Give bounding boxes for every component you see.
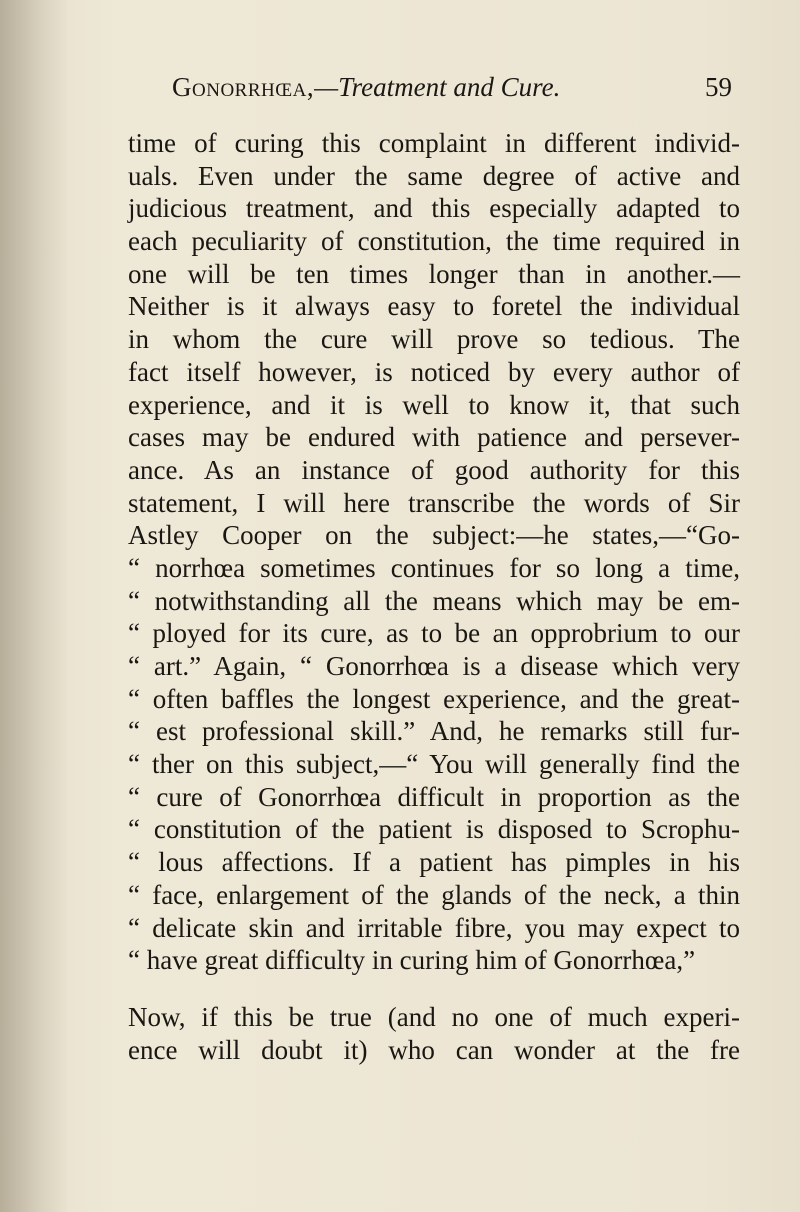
- text-line: ance. As an instance of good authority for this: [128, 454, 740, 485]
- text-line: Astley Cooper on the subject:—he states,—“Go-: [128, 520, 740, 551]
- running-title-section: —Treatment and Cure.: [314, 72, 561, 102]
- text-line: “ often baffles the longest experience, and the great-: [128, 683, 740, 714]
- text-line: in whom the cure will prove so tedious. The: [128, 324, 740, 355]
- text-line: uals. Even under the same degree of active and: [128, 160, 740, 191]
- text-line: “ notwithstanding all the means which may be em-: [128, 585, 740, 616]
- text-line: “ ployed for its cure, as to be an opprobrium to our: [128, 618, 740, 649]
- text-line: “ face, enlargement of the glands of the neck, a thin: [128, 879, 740, 910]
- text-line: “ lous affections. If a patient has pimples in his: [128, 847, 740, 878]
- text-line: “ est professional skill.” And, he remarks still fur-: [128, 716, 740, 747]
- text-line: “ ther on this subject,—“ You will generally find the: [128, 749, 740, 780]
- text-line: each peculiarity of constitution, the time required in: [128, 226, 740, 257]
- text-line: “ norrhœa sometimes continues for so long a time,: [128, 552, 740, 583]
- text-line: one will be ten times longer than in another.—: [128, 258, 740, 289]
- text-line: statement, I will here transcribe the words of Sir: [128, 487, 740, 518]
- text-line: experience, and it is well to know it, that such: [128, 389, 740, 420]
- text-line: Neither is it always easy to foretel the individual: [128, 291, 740, 322]
- text-line: “ art.” Again, “ Gonorrhœa is a disease which very: [128, 651, 740, 681]
- text-line: judicious treatment, and this especially adapted to: [128, 193, 740, 224]
- text-line: ence will doubt it) who can wonder at the fre: [128, 1034, 740, 1065]
- paragraph-gap: [128, 977, 740, 1001]
- running-header: [172, 72, 732, 112]
- text-line: “ delicate skin and irritable fibre, you may expect to: [128, 912, 740, 943]
- text-line: cases may be endured with patience and persever-: [128, 422, 740, 453]
- text-line: “ constitution of the patient is disposed to Scrophu-: [128, 814, 740, 845]
- body-text: [128, 127, 740, 1066]
- running-title-subject: Gonorrhœa,: [172, 72, 315, 102]
- text-line: Now, if this be true (and no one of much experi-: [128, 1001, 740, 1032]
- page-number: 59: [705, 72, 732, 102]
- text-line: “ have great difficulty in curing him of Gonorrhœa,”: [128, 945, 696, 976]
- text-line: time of curing this complaint in different individ-: [128, 128, 740, 158]
- text-line: “ cure of Gonorrhœa difficult in proportion as the: [128, 781, 740, 812]
- paragraph-1: [128, 127, 740, 977]
- text-line: fact itself however, is noticed by every author of: [128, 356, 740, 387]
- spine-shadow: [0, 0, 70, 1212]
- paragraph-2: [128, 1001, 740, 1066]
- running-title: [172, 72, 560, 103]
